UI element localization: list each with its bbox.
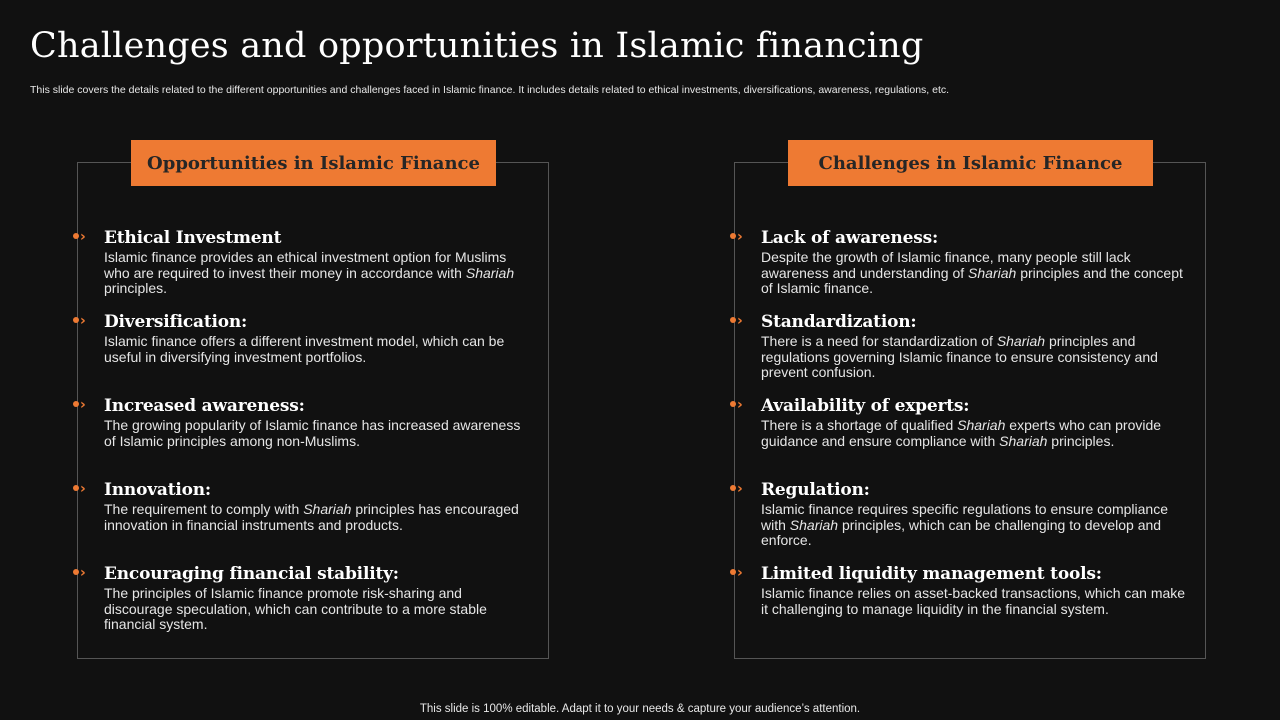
challenge-description: There is a need for standardization of Shariah principles and regulations governing Islamic finance to ensure consistency and prevent confusion. xyxy=(761,333,1158,380)
opportunity-description: Islamic finance provides an ethical investment option for Muslims who are required to invest their money in accordance with Shariah principles. xyxy=(104,249,515,296)
opportunity-title: Encouraging financial stability: xyxy=(104,564,399,584)
opportunity-item xyxy=(80,227,534,297)
challenge-description: Despite the growth of Islamic finance, many people still lack awareness and understanding of Shariah principles and the concept of Islamic finance. xyxy=(761,249,1183,296)
opportunity-title: Increased awareness: xyxy=(104,396,305,416)
opportunity-description: The growing popularity of Islamic finance has increased awareness of Islamic principles among non-Muslims. xyxy=(104,417,521,449)
arrow-bullet-icon: › xyxy=(73,314,86,328)
arrow-bullet-icon: › xyxy=(730,566,743,580)
opportunity-title: Diversification: xyxy=(104,312,248,332)
opportunity-item xyxy=(80,311,534,365)
challenges-header: Challenges in Islamic Finance xyxy=(788,140,1153,186)
arrow-bullet-icon: › xyxy=(730,314,743,328)
arrow-bullet-icon: › xyxy=(73,398,86,412)
opportunities-header: Opportunities in Islamic Finance xyxy=(131,140,496,186)
challenge-item xyxy=(737,395,1191,449)
opportunity-title: Innovation: xyxy=(104,480,211,500)
challenge-description: Islamic finance relies on asset-backed transactions, which can make it challenging to manage liquidity in the financial system. xyxy=(761,585,1186,617)
opportunity-description: The requirement to comply with Shariah principles has encouraged innovation in financial instruments and products. xyxy=(104,501,519,533)
arrow-bullet-icon: › xyxy=(730,398,743,412)
challenge-title: Limited liquidity management tools: xyxy=(761,564,1102,584)
arrow-bullet-icon: › xyxy=(73,566,86,580)
page-subtitle: This slide covers the details related to the different opportunities and challenges faced in Islamic finance. It includes details related to ethical investments, diversifications, awareness, regulations, etc. xyxy=(30,84,950,96)
opportunity-title: Ethical Investment xyxy=(104,228,282,248)
arrow-bullet-icon: › xyxy=(73,482,86,496)
page-title: Challenges and opportunities in Islamic financing xyxy=(30,26,924,66)
opportunity-description: Islamic finance offers a different investment model, which can be useful in diversifying investment portfolios. xyxy=(104,333,505,365)
opportunity-description: The principles of Islamic finance promote risk-sharing and discourage speculation, which can contribute to a more stable financial system. xyxy=(104,585,487,632)
challenge-item xyxy=(737,479,1191,549)
opportunity-item xyxy=(80,563,534,633)
challenge-title: Lack of awareness: xyxy=(761,228,939,248)
challenge-title: Standardization: xyxy=(761,312,917,332)
arrow-bullet-icon: › xyxy=(730,482,743,496)
challenge-item xyxy=(737,227,1191,297)
challenge-description: There is a shortage of qualified Shariah experts who can provide guidance and ensure compliance with Shariah principles. xyxy=(761,417,1162,449)
opportunity-item xyxy=(80,479,534,533)
opportunity-item xyxy=(80,395,534,449)
arrow-bullet-icon: › xyxy=(73,230,86,244)
challenge-title: Regulation: xyxy=(761,480,870,500)
challenge-item xyxy=(737,563,1191,617)
challenge-title: Availability of experts: xyxy=(761,396,970,416)
challenge-item xyxy=(737,311,1191,381)
challenge-description: Islamic finance requires specific regulations to ensure compliance with Shariah principles, which can be challenging to develop and enforce. xyxy=(761,501,1168,548)
footer-note: This slide is 100% editable. Adapt it to your needs & capture your audience’s attention. xyxy=(419,703,861,715)
arrow-bullet-icon: › xyxy=(730,230,743,244)
